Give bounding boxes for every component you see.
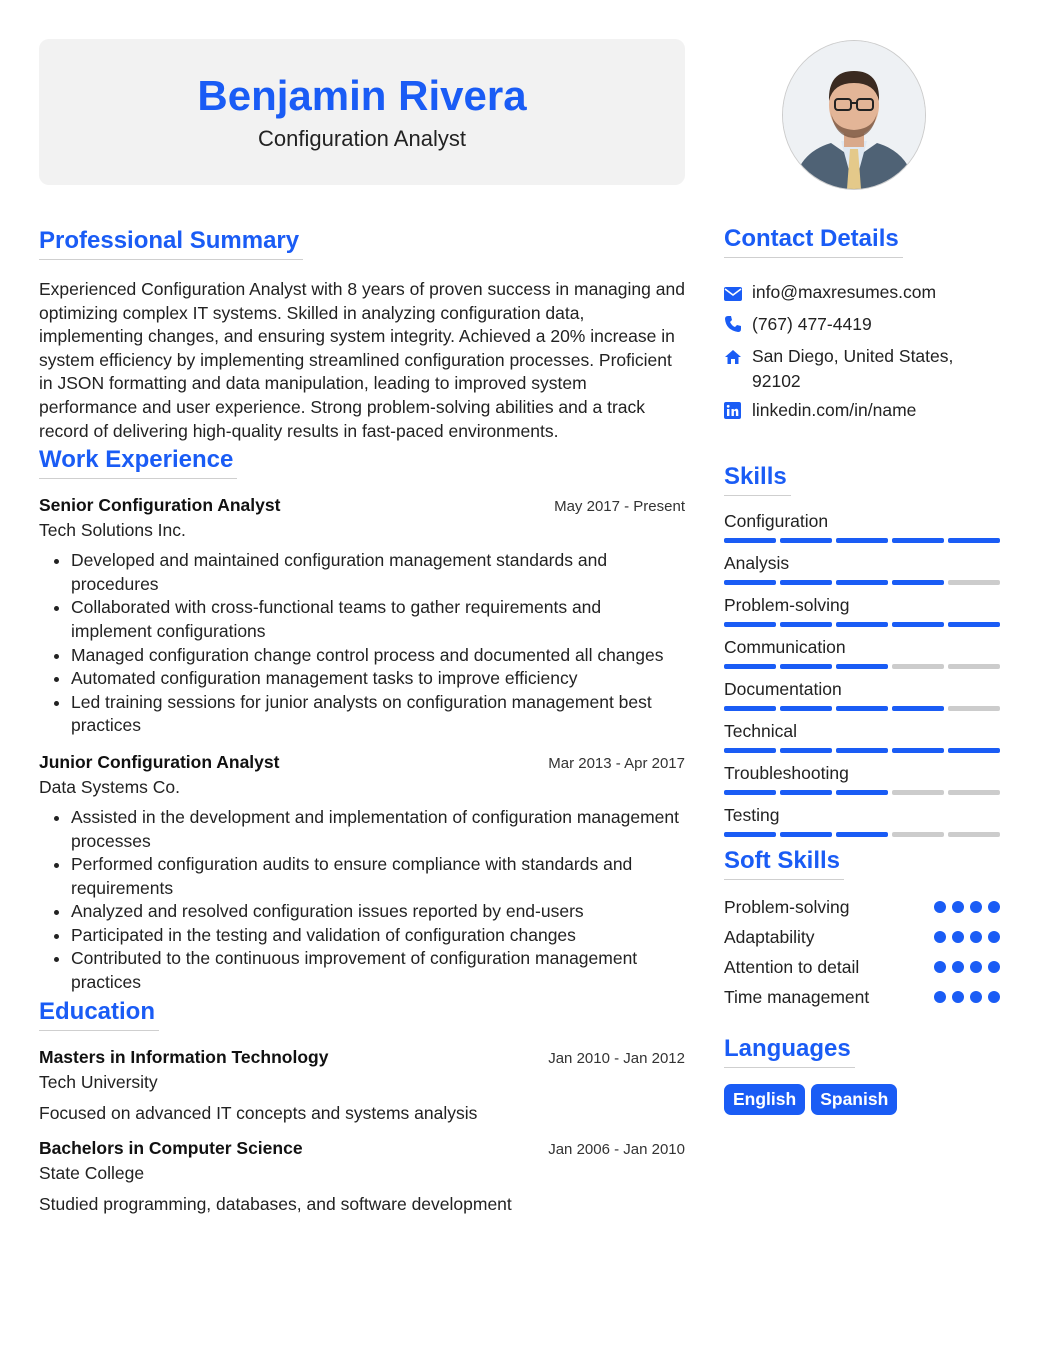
skill-bar-segment — [724, 748, 776, 753]
skill-bar-segment — [892, 622, 944, 627]
skill-bar-segment — [892, 832, 944, 837]
skill-bar-segment — [724, 790, 776, 795]
soft-skill-item — [724, 982, 1004, 1012]
skill-bar-segment — [836, 664, 888, 669]
rating-dot — [952, 991, 964, 1003]
skill-bar-segment — [780, 748, 832, 753]
skill-bar-segment — [892, 790, 944, 795]
skill-level-bar — [724, 748, 1004, 753]
skill-item — [724, 720, 1004, 753]
skill-bar-segment — [836, 790, 888, 795]
soft-skill-name: Problem-solving — [724, 896, 850, 917]
bullet-item: • Led training sessions for junior analysts on configuration management best practices — [71, 691, 685, 738]
education-description: Focused on advanced IT concepts and systems analysis — [39, 1102, 478, 1123]
soft-skill-dots — [934, 931, 1004, 943]
job-company: Data Systems Co. — [39, 776, 181, 797]
contact-heading: Contact Details — [724, 224, 903, 258]
summary-heading: Professional Summary — [39, 226, 303, 260]
bullet-item: • Collaborated with cross-functional teams to gather requirements and implement configurations — [71, 596, 685, 643]
soft-skills-heading: Soft Skills — [724, 846, 844, 880]
skill-level-bar — [724, 622, 1004, 627]
rating-dot — [934, 961, 946, 973]
rating-dot — [970, 991, 982, 1003]
degree-title: Bachelors in Computer Science — [39, 1137, 303, 1158]
skill-item — [724, 678, 1004, 711]
soft-skill-dots — [934, 901, 1004, 913]
linkedin-icon — [724, 398, 752, 426]
skill-level-bar — [724, 832, 1004, 837]
skill-bar-segment — [948, 790, 1000, 795]
languages-heading: Languages — [724, 1034, 855, 1068]
education-entry — [39, 1138, 685, 1215]
skill-name: Communication — [724, 637, 846, 657]
skill-bar-segment — [724, 622, 776, 627]
rating-dot — [988, 961, 1000, 973]
skill-bar-segment — [948, 622, 1000, 627]
profile-photo-image — [783, 41, 925, 189]
education-description: Studied programming, databases, and software development — [39, 1193, 512, 1214]
bullet-item: • Managed configuration change control process and documented all changes — [71, 644, 685, 668]
skill-bar-segment — [892, 748, 944, 753]
job-entry — [39, 495, 685, 738]
linkedin-text: linkedin.com/in/name — [752, 400, 917, 420]
skill-name: Analysis — [724, 553, 790, 573]
rating-dot — [934, 991, 946, 1003]
skill-item — [724, 510, 1004, 543]
skill-item — [724, 636, 1004, 669]
job-bullets — [39, 806, 685, 995]
job-title: Junior Configuration Analyst — [39, 751, 280, 772]
address-line2: 92102 — [752, 371, 801, 391]
candidate-name: Benjamin Rivera — [197, 72, 527, 119]
skill-bar-segment — [724, 706, 776, 711]
contact-email[interactable] — [724, 280, 1004, 308]
soft-skill-name: Attention to detail — [724, 956, 860, 977]
skill-name: Problem-solving — [724, 595, 850, 615]
skill-item — [724, 594, 1004, 627]
skill-bar-segment — [724, 664, 776, 669]
skill-level-bar — [724, 664, 1004, 669]
soft-skill-item — [724, 892, 1004, 922]
soft-skill-name: Time management — [724, 986, 870, 1007]
skill-item — [724, 804, 1004, 837]
education-entry — [39, 1047, 685, 1124]
contact-address — [724, 344, 1004, 394]
skills-heading: Skills — [724, 462, 791, 496]
rating-dot — [988, 991, 1000, 1003]
envelope-icon — [724, 280, 752, 308]
skill-bar-segment — [836, 706, 888, 711]
school-name: Tech University — [39, 1071, 158, 1092]
skill-bar-segment — [724, 538, 776, 543]
summary-text: Experienced Configuration Analyst with 8 years of proven success in managing and optimizing complex IT systems. Skilled in analyzing configuration data, implementing changes, and ensuring system integrity. Achieved a 20% increase in system efficiency by implementing streamlined configuration processes. Proficient in JSON formatting and data manipulation, leading to improved system performance and user experience. Strong problem-solving abilities and a track record of delivering high-quality results in fast-paced environments. — [39, 279, 685, 441]
bullet-item: • Analyzed and resolved configuration issues reported by end-users — [71, 900, 685, 924]
skill-level-bar — [724, 790, 1004, 795]
skill-bar-segment — [724, 832, 776, 837]
profile-photo — [782, 40, 926, 190]
education-date: Jan 2010 - Jan 2012 — [548, 1049, 685, 1067]
bullet-item: • Performed configuration audits to ensure compliance with standards and requirements — [71, 853, 685, 900]
job-entry — [39, 752, 685, 995]
language-badge: English — [724, 1084, 805, 1115]
skill-item — [724, 762, 1004, 795]
bullet-item: • Automated configuration management tasks to improve efficiency — [71, 667, 685, 691]
rating-dot — [988, 931, 1000, 943]
skill-name: Testing — [724, 805, 780, 825]
job-date: Mar 2013 - Apr 2017 — [548, 754, 685, 772]
contact-linkedin[interactable] — [724, 398, 1004, 426]
contact-phone[interactable] — [724, 312, 1004, 340]
job-date: May 2017 - Present — [554, 498, 685, 516]
rating-dot — [970, 901, 982, 913]
degree-title: Masters in Information Technology — [39, 1046, 329, 1067]
skill-bar-segment — [780, 790, 832, 795]
skill-level-bar — [724, 538, 1004, 543]
rating-dot — [970, 931, 982, 943]
languages-list — [724, 1084, 1004, 1115]
skill-bar-segment — [836, 538, 888, 543]
skill-bar-segment — [836, 832, 888, 837]
bullet-item: • Assisted in the development and implementation of configuration management processes — [71, 806, 685, 853]
email-text: info@maxresumes.com — [752, 282, 937, 302]
skill-bar-segment — [780, 538, 832, 543]
bullet-item: • Participated in the testing and validation of configuration changes — [71, 924, 685, 948]
candidate-role: Configuration Analyst — [258, 126, 466, 151]
skill-bar-segment — [780, 706, 832, 711]
soft-skill-dots — [934, 961, 1004, 973]
soft-skill-item — [724, 952, 1004, 982]
skill-bar-segment — [892, 580, 944, 585]
bullet-item: • Contributed to the continuous improvement of configuration management practices — [71, 947, 685, 994]
skill-name: Technical — [724, 721, 797, 741]
main-column — [39, 226, 685, 1215]
rating-dot — [988, 901, 1000, 913]
rating-dot — [952, 961, 964, 973]
job-title: Senior Configuration Analyst — [39, 495, 281, 516]
skill-bar-segment — [724, 580, 776, 585]
rating-dot — [934, 901, 946, 913]
job-company: Tech Solutions Inc. — [39, 520, 186, 541]
skill-level-bar — [724, 580, 1004, 585]
skill-bar-segment — [948, 832, 1000, 837]
skill-bar-segment — [892, 706, 944, 711]
skill-level-bar — [724, 706, 1004, 711]
soft-skill-name: Adaptability — [724, 926, 815, 947]
skill-name: Documentation — [724, 679, 842, 699]
soft-skill-dots — [934, 991, 1004, 1003]
skill-bar-segment — [780, 580, 832, 585]
skill-bar-segment — [948, 748, 1000, 753]
skill-bar-segment — [948, 580, 1000, 585]
rating-dot — [952, 931, 964, 943]
skill-bar-segment — [948, 538, 1000, 543]
school-name: State College — [39, 1162, 145, 1183]
skill-item — [724, 552, 1004, 585]
skill-bar-segment — [836, 622, 888, 627]
soft-skill-item — [724, 922, 1004, 952]
skill-bar-segment — [836, 748, 888, 753]
skill-bar-segment — [948, 664, 1000, 669]
phone-text: (767) 477-4419 — [752, 314, 872, 334]
skill-bar-segment — [780, 832, 832, 837]
rating-dot — [952, 901, 964, 913]
phone-icon — [724, 312, 752, 340]
experience-heading: Work Experience — [39, 445, 237, 479]
skill-bar-segment — [836, 580, 888, 585]
skill-bar-segment — [892, 538, 944, 543]
skill-bar-segment — [892, 664, 944, 669]
skill-name: Troubleshooting — [724, 763, 849, 783]
language-badge: Spanish — [811, 1084, 897, 1115]
rating-dot — [934, 931, 946, 943]
education-heading: Education — [39, 997, 159, 1031]
bullet-item: • Developed and maintained configuration management standards and procedures — [71, 549, 685, 596]
address-line1: San Diego, United States, — [752, 346, 954, 366]
sidebar-column — [724, 224, 1004, 1115]
skill-bar-segment — [780, 622, 832, 627]
soft-skills-list — [724, 892, 1004, 1012]
contact-list — [724, 280, 1004, 426]
job-bullets — [39, 549, 685, 738]
skills-list — [724, 510, 1004, 837]
skill-bar-segment — [948, 706, 1000, 711]
home-icon — [724, 344, 752, 372]
education-date: Jan 2006 - Jan 2010 — [548, 1140, 685, 1158]
rating-dot — [970, 961, 982, 973]
skill-bar-segment — [780, 664, 832, 669]
skill-name: Configuration — [724, 511, 829, 531]
header — [39, 39, 685, 185]
